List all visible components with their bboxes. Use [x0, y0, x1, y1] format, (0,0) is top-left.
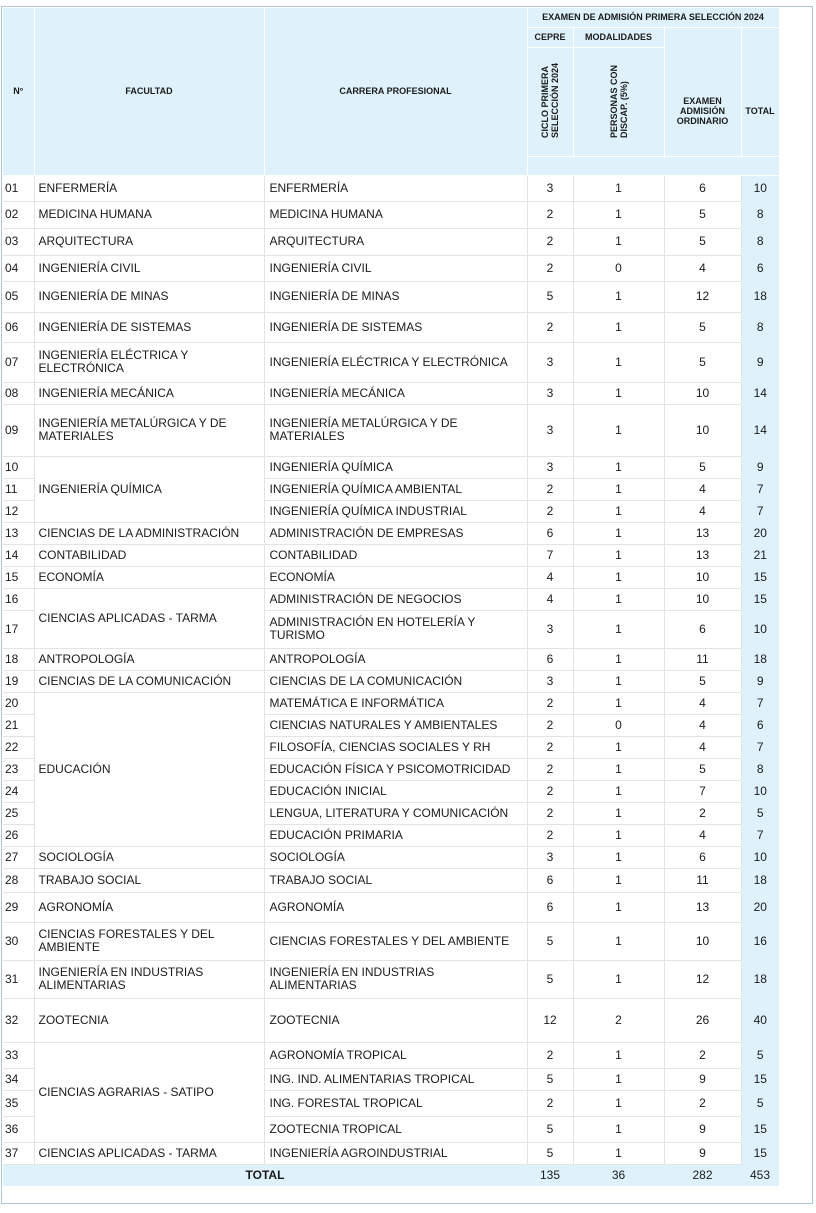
- discap-cell: 1: [573, 1090, 664, 1116]
- total-cell: 15: [741, 566, 779, 588]
- facultad-cell: INGENIERÍA DE MINAS: [34, 281, 264, 312]
- ordinario-cell: 2: [664, 1042, 741, 1068]
- table-row: [3, 648, 779, 670]
- table-row: [3, 1142, 779, 1164]
- ordinario-cell: 4: [664, 500, 741, 522]
- row-number: 36: [3, 1116, 34, 1142]
- ordinario-cell: 26: [664, 998, 741, 1042]
- facultad-cell: CIENCIAS DE LA COMUNICACIÓN: [34, 670, 264, 692]
- facultad-cell: CIENCIAS AGRARIAS - SATIPO: [34, 1042, 264, 1142]
- ordinario-cell: 9: [664, 1116, 741, 1142]
- carrera-cell: INGENIERÍA EN INDUSTRIAS ALIMENTARIAS: [264, 960, 527, 998]
- total-cell: 10: [741, 610, 779, 648]
- row-number: 37: [3, 1142, 34, 1164]
- carrera-cell: ANTROPOLOGÍA: [264, 648, 527, 670]
- row-number: 23: [3, 758, 34, 780]
- header-cepre: CEPRE: [527, 27, 573, 47]
- table-row: [3, 281, 779, 312]
- ordinario-cell: 12: [664, 281, 741, 312]
- ordinario-cell: 11: [664, 648, 741, 670]
- row-number: 32: [3, 998, 34, 1042]
- discap-cell: 1: [573, 670, 664, 692]
- facultad-cell: MEDICINA HUMANA: [34, 201, 264, 228]
- row-number: 21: [3, 714, 34, 736]
- cepre-cell: 2: [527, 1042, 573, 1068]
- header-num: N°: [3, 8, 34, 175]
- discap-cell: 1: [573, 1068, 664, 1090]
- cepre-cell: 5: [527, 922, 573, 960]
- row-number: 19: [3, 670, 34, 692]
- header-total: TOTAL: [741, 27, 779, 156]
- total-cell: 16: [741, 922, 779, 960]
- table-row: [3, 670, 779, 692]
- table-row: [3, 960, 779, 998]
- ordinario-cell: 12: [664, 960, 741, 998]
- header-ciclo-label: CICLO PRIMERA SELECCIÓN 2024: [540, 62, 560, 138]
- row-number: 31: [3, 960, 34, 998]
- table-row: [3, 255, 779, 281]
- carrera-cell: EDUCACIÓN FÍSICA Y PSICOMOTRICIDAD: [264, 758, 527, 780]
- total-cell: 15: [741, 588, 779, 610]
- carrera-cell: INGENIERÍA DE MINAS: [264, 281, 527, 312]
- total-cell: 21: [741, 544, 779, 566]
- carrera-cell: ARQUITECTURA: [264, 228, 527, 255]
- row-number: 02: [3, 201, 34, 228]
- row-number: 10: [3, 456, 34, 478]
- carrera-cell: INGENIERÍA ELÉCTRICA Y ELECTRÓNICA: [264, 342, 527, 382]
- table-row: [3, 201, 779, 228]
- carrera-cell: FILOSOFÍA, CIENCIAS SOCIALES Y RH: [264, 736, 527, 758]
- admission-table: [3, 8, 780, 1186]
- facultad-cell: ECONOMÍA: [34, 566, 264, 588]
- facultad-cell: INGENIERÍA METALÚRGICA Y DE MATERIALES: [34, 404, 264, 456]
- total-cell: 9: [741, 670, 779, 692]
- ordinario-cell: 2: [664, 1090, 741, 1116]
- carrera-cell: ADMINISTRACIÓN DE EMPRESAS: [264, 522, 527, 544]
- total-cell: 18: [741, 281, 779, 312]
- total-cell: 7: [741, 500, 779, 522]
- discap-cell: 1: [573, 846, 664, 868]
- carrera-cell: ECONOMÍA: [264, 566, 527, 588]
- carrera-cell: MEDICINA HUMANA: [264, 201, 527, 228]
- row-number: 22: [3, 736, 34, 758]
- facultad-cell: CIENCIAS FORESTALES Y DEL AMBIENTE: [34, 922, 264, 960]
- carrera-cell: INGENIERÍA QUÍMICA INDUSTRIAL: [264, 500, 527, 522]
- table-row: [3, 692, 779, 714]
- ordinario-cell: 13: [664, 522, 741, 544]
- row-number: 20: [3, 692, 34, 714]
- ordinario-cell: 4: [664, 736, 741, 758]
- total-cell: 14: [741, 382, 779, 404]
- header-exam-title: EXAMEN DE ADMISIÓN PRIMERA SELECCIÓN 2024: [527, 8, 779, 27]
- facultad-cell: INGENIERÍA ELÉCTRICA Y ELECTRÓNICA: [34, 342, 264, 382]
- discap-cell: 1: [573, 922, 664, 960]
- total-cell: 10: [741, 846, 779, 868]
- carrera-cell: ING. FORESTAL TROPICAL: [264, 1090, 527, 1116]
- row-number: 26: [3, 824, 34, 846]
- discap-cell: 0: [573, 714, 664, 736]
- total-cell: 20: [741, 522, 779, 544]
- header-discap-label: PERSONAS CON DISCAP. (5%): [608, 64, 629, 138]
- discap-cell: 1: [573, 892, 664, 922]
- header-carrera: CARRERA PROFESIONAL: [264, 8, 527, 175]
- discap-cell: 1: [573, 544, 664, 566]
- discap-cell: 1: [573, 175, 664, 201]
- ordinario-cell: 5: [664, 228, 741, 255]
- cepre-cell: 2: [527, 255, 573, 281]
- discap-cell: 1: [573, 342, 664, 382]
- carrera-cell: AGRONOMÍA: [264, 892, 527, 922]
- discap-cell: 1: [573, 1042, 664, 1068]
- ordinario-cell: 10: [664, 922, 741, 960]
- header-ordinario: [664, 27, 741, 156]
- row-number: 24: [3, 780, 34, 802]
- table-row: [3, 892, 779, 922]
- cepre-cell: 3: [527, 670, 573, 692]
- discap-cell: 1: [573, 228, 664, 255]
- carrera-cell: INGENIERÍA MECÁNICA: [264, 382, 527, 404]
- facultad-cell: TRABAJO SOCIAL: [34, 868, 264, 892]
- total-discap: 36: [573, 1164, 664, 1186]
- ordinario-cell: 4: [664, 255, 741, 281]
- facultad-cell: EDUCACIÓN: [34, 692, 264, 846]
- discap-cell: 2: [573, 998, 664, 1042]
- discap-cell: 1: [573, 648, 664, 670]
- carrera-cell: INGENIERÍA METALÚRGICA Y DE MATERIALES: [264, 404, 527, 456]
- row-number: 16: [3, 588, 34, 610]
- header-discap: [573, 47, 664, 156]
- total-cell: 10: [741, 780, 779, 802]
- table-footer: [3, 1164, 779, 1186]
- discap-cell: 1: [573, 758, 664, 780]
- ordinario-cell: 4: [664, 692, 741, 714]
- cepre-cell: 5: [527, 1142, 573, 1164]
- discap-cell: 1: [573, 780, 664, 802]
- cepre-cell: 2: [527, 758, 573, 780]
- cepre-cell: 6: [527, 522, 573, 544]
- header-spacer: [527, 156, 779, 175]
- cepre-cell: 2: [527, 736, 573, 758]
- cepre-cell: 4: [527, 566, 573, 588]
- ordinario-cell: 10: [664, 382, 741, 404]
- total-cell: 15: [741, 1068, 779, 1090]
- carrera-cell: INGENIERÍA DE SISTEMAS: [264, 312, 527, 342]
- carrera-cell: ADMINISTRACIÓN DE NEGOCIOS: [264, 588, 527, 610]
- cepre-cell: 2: [527, 500, 573, 522]
- total-cell: 7: [741, 692, 779, 714]
- discap-cell: 1: [573, 201, 664, 228]
- discap-cell: 1: [573, 736, 664, 758]
- row-number: 30: [3, 922, 34, 960]
- cepre-cell: 7: [527, 544, 573, 566]
- discap-cell: 1: [573, 404, 664, 456]
- facultad-cell: AGRONOMÍA: [34, 892, 264, 922]
- ordinario-cell: 6: [664, 610, 741, 648]
- cepre-cell: 5: [527, 281, 573, 312]
- ordinario-cell: 13: [664, 892, 741, 922]
- row-number: 35: [3, 1090, 34, 1116]
- cepre-cell: 5: [527, 1068, 573, 1090]
- row-number: 13: [3, 522, 34, 544]
- total-ordinario: 282: [664, 1164, 741, 1186]
- cepre-cell: 5: [527, 960, 573, 998]
- ordinario-cell: 5: [664, 456, 741, 478]
- discap-cell: 1: [573, 610, 664, 648]
- table-row: [3, 998, 779, 1042]
- total-cell: 7: [741, 478, 779, 500]
- ordinario-cell: 13: [664, 544, 741, 566]
- cepre-cell: 3: [527, 175, 573, 201]
- discap-cell: 1: [573, 960, 664, 998]
- facultad-cell: ARQUITECTURA: [34, 228, 264, 255]
- row-number: 17: [3, 610, 34, 648]
- table-row: [3, 342, 779, 382]
- total-cell: 5: [741, 1090, 779, 1116]
- discap-cell: 1: [573, 382, 664, 404]
- discap-cell: 1: [573, 500, 664, 522]
- carrera-cell: INGENIERÍA QUÍMICA: [264, 456, 527, 478]
- total-cell: 20: [741, 892, 779, 922]
- discap-cell: 1: [573, 1142, 664, 1164]
- facultad-cell: ANTROPOLOGÍA: [34, 648, 264, 670]
- discap-cell: 1: [573, 824, 664, 846]
- total-label: TOTAL: [3, 1164, 527, 1186]
- ordinario-cell: 9: [664, 1142, 741, 1164]
- cepre-cell: 6: [527, 868, 573, 892]
- total-cell: 9: [741, 456, 779, 478]
- cepre-cell: 6: [527, 648, 573, 670]
- cepre-cell: 2: [527, 1090, 573, 1116]
- cepre-cell: 3: [527, 342, 573, 382]
- header-ordinario-label: EXAMEN ADMISIÓN ORDINARIO: [676, 95, 729, 126]
- facultad-cell: CIENCIAS APLICADAS - TARMA: [34, 1142, 264, 1164]
- table-row: [3, 522, 779, 544]
- row-number: 05: [3, 281, 34, 312]
- ordinario-cell: 5: [664, 312, 741, 342]
- row-number: 01: [3, 175, 34, 201]
- ordinario-cell: 5: [664, 670, 741, 692]
- carrera-cell: EDUCACIÓN INICIAL: [264, 780, 527, 802]
- discap-cell: 1: [573, 566, 664, 588]
- carrera-cell: ZOOTECNIA TROPICAL: [264, 1116, 527, 1142]
- total-cell: 8: [741, 228, 779, 255]
- table-row: [3, 588, 779, 610]
- facultad-cell: INGENIERÍA DE SISTEMAS: [34, 312, 264, 342]
- table-row: [3, 228, 779, 255]
- carrera-cell: TRABAJO SOCIAL: [264, 868, 527, 892]
- cepre-cell: 2: [527, 780, 573, 802]
- row-number: 06: [3, 312, 34, 342]
- discap-cell: 1: [573, 478, 664, 500]
- ordinario-cell: 10: [664, 404, 741, 456]
- ordinario-cell: 5: [664, 758, 741, 780]
- cepre-cell: 3: [527, 456, 573, 478]
- discap-cell: 1: [573, 802, 664, 824]
- discap-cell: 1: [573, 588, 664, 610]
- total-cell: 8: [741, 312, 779, 342]
- carrera-cell: CIENCIAS FORESTALES Y DEL AMBIENTE: [264, 922, 527, 960]
- ordinario-cell: 6: [664, 175, 741, 201]
- row-number: 12: [3, 500, 34, 522]
- row-number: 34: [3, 1068, 34, 1090]
- row-number: 27: [3, 846, 34, 868]
- table-header: [3, 8, 779, 175]
- total-cell: 18: [741, 868, 779, 892]
- discap-cell: 1: [573, 281, 664, 312]
- table-row: [3, 404, 779, 456]
- table-row: [3, 456, 779, 478]
- table-row: [3, 1042, 779, 1068]
- header-facultad: FACULTAD: [34, 8, 264, 175]
- carrera-cell: ADMINISTRACIÓN EN HOTELERÍA Y TURISMO: [264, 610, 527, 648]
- ordinario-cell: 5: [664, 201, 741, 228]
- carrera-cell: INGENIERÍA CIVIL: [264, 255, 527, 281]
- total-cell: 15: [741, 1142, 779, 1164]
- row-number: 14: [3, 544, 34, 566]
- carrera-cell: CIENCIAS NATURALES Y AMBIENTALES: [264, 714, 527, 736]
- cepre-cell: 2: [527, 312, 573, 342]
- carrera-cell: ZOOTECNIA: [264, 998, 527, 1042]
- ordinario-cell: 7: [664, 780, 741, 802]
- discap-cell: 1: [573, 456, 664, 478]
- total-cell: 6: [741, 255, 779, 281]
- carrera-cell: CONTABILIDAD: [264, 544, 527, 566]
- carrera-cell: ING. IND. ALIMENTARIAS TROPICAL: [264, 1068, 527, 1090]
- row-number: 04: [3, 255, 34, 281]
- cepre-cell: 4: [527, 588, 573, 610]
- facultad-cell: CIENCIAS DE LA ADMINISTRACIÓN: [34, 522, 264, 544]
- total-cell: 9: [741, 342, 779, 382]
- row-number: 25: [3, 802, 34, 824]
- discap-cell: 1: [573, 692, 664, 714]
- row-number: 08: [3, 382, 34, 404]
- cepre-cell: 12: [527, 998, 573, 1042]
- row-number: 33: [3, 1042, 34, 1068]
- discap-cell: 1: [573, 522, 664, 544]
- facultad-cell: ZOOTECNIA: [34, 998, 264, 1042]
- cepre-cell: 3: [527, 610, 573, 648]
- table-row: [3, 175, 779, 201]
- row-number: 18: [3, 648, 34, 670]
- total-total: 453: [741, 1164, 779, 1186]
- cepre-cell: 5: [527, 1116, 573, 1142]
- table-row: [3, 544, 779, 566]
- total-cell: 8: [741, 758, 779, 780]
- discap-cell: 0: [573, 255, 664, 281]
- facultad-cell: INGENIERÍA CIVIL: [34, 255, 264, 281]
- table-row: [3, 922, 779, 960]
- facultad-cell: INGENIERÍA MECÁNICA: [34, 382, 264, 404]
- ordinario-cell: 10: [664, 588, 741, 610]
- facultad-cell: INGENIERÍA EN INDUSTRIAS ALIMENTARIAS: [34, 960, 264, 998]
- total-cepre: 135: [527, 1164, 573, 1186]
- row-number: 03: [3, 228, 34, 255]
- row-number: 11: [3, 478, 34, 500]
- facultad-cell: CONTABILIDAD: [34, 544, 264, 566]
- carrera-cell: CIENCIAS DE LA COMUNICACIÓN: [264, 670, 527, 692]
- cepre-cell: 2: [527, 692, 573, 714]
- ordinario-cell: 4: [664, 478, 741, 500]
- cepre-cell: 2: [527, 824, 573, 846]
- total-cell: 6: [741, 714, 779, 736]
- discap-cell: 1: [573, 1116, 664, 1142]
- ordinario-cell: 6: [664, 846, 741, 868]
- carrera-cell: INGENIERÍA AGROINDUSTRIAL: [264, 1142, 527, 1164]
- cepre-cell: 2: [527, 478, 573, 500]
- header-ciclo: [527, 47, 573, 156]
- cepre-cell: 6: [527, 892, 573, 922]
- cepre-cell: 2: [527, 714, 573, 736]
- discap-cell: 1: [573, 868, 664, 892]
- total-cell: 40: [741, 998, 779, 1042]
- total-cell: 18: [741, 648, 779, 670]
- table-row: [3, 566, 779, 588]
- facultad-cell: SOCIOLOGÍA: [34, 846, 264, 868]
- total-cell: 18: [741, 960, 779, 998]
- ordinario-cell: 4: [664, 714, 741, 736]
- cepre-cell: 2: [527, 802, 573, 824]
- total-cell: 10: [741, 175, 779, 201]
- ordinario-cell: 9: [664, 1068, 741, 1090]
- cepre-cell: 3: [527, 846, 573, 868]
- total-cell: 5: [741, 1042, 779, 1068]
- header-modalidades: MODALIDADES: [573, 27, 664, 47]
- carrera-cell: EDUCACIÓN PRIMARIA: [264, 824, 527, 846]
- ordinario-cell: 10: [664, 566, 741, 588]
- cepre-cell: 3: [527, 404, 573, 456]
- total-cell: 5: [741, 802, 779, 824]
- row-number: 29: [3, 892, 34, 922]
- cepre-cell: 2: [527, 201, 573, 228]
- discap-cell: 1: [573, 312, 664, 342]
- row-number: 15: [3, 566, 34, 588]
- ordinario-cell: 5: [664, 342, 741, 382]
- ordinario-cell: 2: [664, 802, 741, 824]
- facultad-cell: INGENIERÍA QUÍMICA: [34, 456, 264, 522]
- carrera-cell: LENGUA, LITERATURA Y COMUNICACIÓN: [264, 802, 527, 824]
- row-number: 07: [3, 342, 34, 382]
- total-cell: 7: [741, 736, 779, 758]
- total-cell: 8: [741, 201, 779, 228]
- carrera-cell: MATEMÁTICA E INFORMÁTICA: [264, 692, 527, 714]
- total-cell: 7: [741, 824, 779, 846]
- table-body: [3, 175, 779, 1164]
- row-number: 28: [3, 868, 34, 892]
- cepre-cell: 3: [527, 382, 573, 404]
- table-row: [3, 868, 779, 892]
- table-row: [3, 382, 779, 404]
- carrera-cell: SOCIOLOGÍA: [264, 846, 527, 868]
- ordinario-cell: 4: [664, 824, 741, 846]
- total-cell: 15: [741, 1116, 779, 1142]
- ordinario-cell: 11: [664, 868, 741, 892]
- carrera-cell: ENFERMERÍA: [264, 175, 527, 201]
- table-row: [3, 846, 779, 868]
- facultad-cell: CIENCIAS APLICADAS - TARMA: [34, 588, 264, 648]
- facultad-cell: ENFERMERÍA: [34, 175, 264, 201]
- row-number: 09: [3, 404, 34, 456]
- cepre-cell: 2: [527, 228, 573, 255]
- carrera-cell: INGENIERÍA QUÍMICA AMBIENTAL: [264, 478, 527, 500]
- total-cell: 14: [741, 404, 779, 456]
- table-row: [3, 312, 779, 342]
- carrera-cell: AGRONOMÍA TROPICAL: [264, 1042, 527, 1068]
